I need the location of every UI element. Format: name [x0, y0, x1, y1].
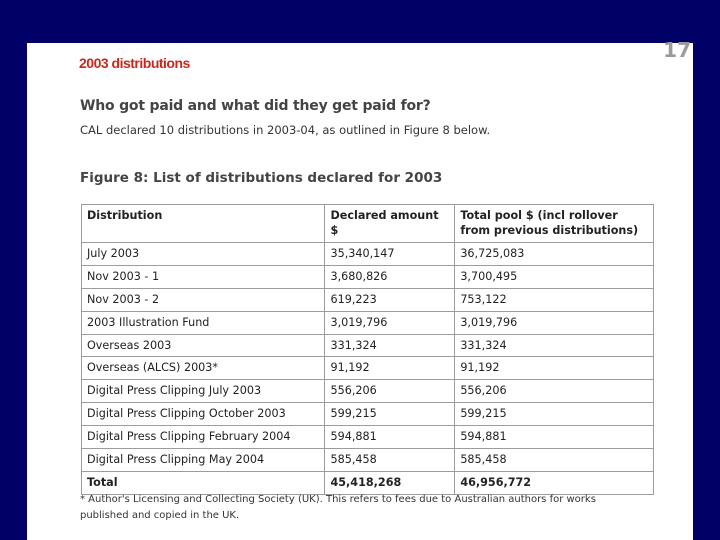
cell-declared-amount: 556,206 [325, 380, 455, 403]
cell-distribution: Overseas 2003 [82, 334, 325, 357]
table-row [82, 334, 654, 357]
cell-declared-amount: 331,324 [325, 334, 455, 357]
cell-total-pool: 585,458 [455, 449, 654, 472]
table-total-row [82, 471, 654, 494]
cell-declared-amount: 35,340,147 [325, 243, 455, 266]
cell-distribution: Digital Press Clipping October 2003 [82, 403, 325, 426]
cell-total-pool: 36,725,083 [455, 243, 654, 266]
document-page [27, 38, 693, 540]
footnote: * Author's Licensing and Collecting Society (UK). This refers to fees due to Australian authors for works published and copied in the UK. [80, 494, 596, 521]
cell-declared-amount: 594,881 [325, 426, 455, 449]
table-row [82, 380, 654, 403]
cell-total-pool: 599,215 [455, 403, 654, 426]
cell-total-pool: 753,122 [455, 288, 654, 311]
table-row [82, 357, 654, 380]
table-row [82, 265, 654, 288]
cell-declared-amount: 3,680,826 [325, 265, 455, 288]
cell-declared-amount: 619,223 [325, 288, 455, 311]
table-row [82, 288, 654, 311]
page-number: 17 [663, 38, 691, 62]
cell-total-pool-sum: 46,956,772 [455, 471, 654, 494]
cell-total-pool: 3,019,796 [455, 311, 654, 334]
header-distribution: Distribution [82, 205, 325, 243]
header-declared-amount: Declared amount $ [325, 205, 455, 243]
cell-distribution: Digital Press Clipping February 2004 [82, 426, 325, 449]
table-row [82, 243, 654, 266]
section-heading: 2003 distributions [79, 55, 190, 71]
cell-declared-amount: 3,019,796 [325, 311, 455, 334]
intro-text: CAL declared 10 distributions in 2003-04, as outlined in Figure 8 below. [80, 123, 491, 137]
cell-total-pool: 556,206 [455, 380, 654, 403]
header-total-pool: Total pool $ (incl rollover from previous distributions) [455, 205, 654, 243]
table-row [82, 403, 654, 426]
cell-declared-amount: 599,215 [325, 403, 455, 426]
cell-declared-amount: 585,458 [325, 449, 455, 472]
cell-declared-amount: 91,192 [325, 357, 455, 380]
cell-distribution: July 2003 [82, 243, 325, 266]
cell-distribution: 2003 Illustration Fund [82, 311, 325, 334]
cell-total-pool: 3,700,495 [455, 265, 654, 288]
cell-distribution: Overseas (ALCS) 2003* [82, 357, 325, 380]
cell-distribution: Nov 2003 - 1 [82, 265, 325, 288]
cell-total-label: Total [82, 471, 325, 494]
figure-caption: Figure 8: List of distributions declared for 2003 [80, 170, 443, 186]
cell-distribution: Digital Press Clipping May 2004 [82, 449, 325, 472]
table-header-row [82, 205, 654, 243]
question-heading: Who got paid and what did they get paid for? [80, 98, 431, 114]
cell-distribution: Nov 2003 - 2 [82, 288, 325, 311]
cell-total-pool: 594,881 [455, 426, 654, 449]
cell-total-declared: 45,418,268 [325, 471, 455, 494]
cell-distribution: Digital Press Clipping July 2003 [82, 380, 325, 403]
table-row [82, 426, 654, 449]
cell-total-pool: 91,192 [455, 357, 654, 380]
table-row [82, 449, 654, 472]
table-row [82, 311, 654, 334]
cell-total-pool: 331,324 [455, 334, 654, 357]
distributions-table [81, 204, 654, 495]
